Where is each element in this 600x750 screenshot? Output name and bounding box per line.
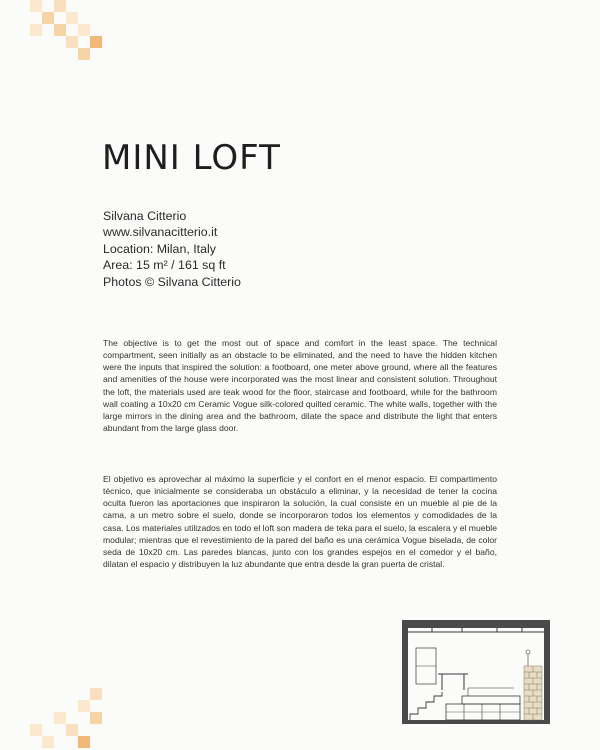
- architect-name: Silvana Citterio: [103, 209, 187, 223]
- page-title: MINI LOFT: [102, 138, 281, 178]
- deco-square: [54, 0, 66, 12]
- deco-square: [30, 24, 42, 36]
- deco-square: [78, 736, 90, 748]
- deco-square: [90, 712, 102, 724]
- deco-square: [78, 24, 90, 36]
- deco-square: [66, 12, 78, 24]
- decorative-pattern-top: [0, 0, 110, 60]
- floor-slab: [402, 720, 550, 724]
- deco-square: [30, 724, 42, 736]
- deco-square: [54, 712, 66, 724]
- left-wall: [402, 620, 408, 724]
- deco-square: [42, 736, 54, 748]
- staircase: [410, 692, 442, 720]
- deco-square: [54, 24, 66, 36]
- deco-square: [30, 0, 42, 12]
- deco-square: [90, 688, 102, 700]
- section-drawing: [402, 618, 554, 728]
- deco-square: [90, 36, 102, 48]
- tiled-wall: [524, 666, 542, 720]
- ceiling-slab: [402, 620, 550, 628]
- project-info: [103, 208, 241, 290]
- decorative-pattern-bottom: [0, 688, 110, 750]
- deco-square: [66, 724, 78, 736]
- deco-square: [42, 12, 54, 24]
- footboard-platform: [462, 696, 520, 704]
- architect-website: www.silvanacitterio.it: [103, 225, 218, 240]
- description-spanish: El objetivo es aprovechar al máximo la superficie y el confort en el menor espacio. El compartimento técnico, que inicialmente se consideraba un obstáculo a eliminar, y la necesidad de tener la cocina oculta fueron las aportaciones que inspiraron la solución, la cual consiste en un mueble al pie de la cama, a un metro sobre el suelo, donde se incorporaron todos los elementos y comodidades de la casa. Los materiales utilizados en todo el loft son madera de teka para el suelo, la escalera y el mueble modular; mientras que el revestimiento de la pared del baño es una cerámica Vogue biselada, de color seda de 10x20 cm. Las paredes blancas, junto con los grandes espejos en el comedor y el baño, dilatan el espacio y distribuyen la luz abundante que entra desde la gran puerta de cristal.: [103, 474, 497, 570]
- project-location: Location: Milan, Italy: [103, 241, 216, 256]
- right-wall: [544, 620, 550, 724]
- deco-square: [78, 48, 90, 60]
- description-english: The objective is to get the most out of space and comfort in the least space. The technical compartment, seen initially as an obstacle to be eliminated, and the need to have the hidden kitchen were the inputs that inspired the solution: a footboard, one meter above ground, where all the features and amenities of the house were incorporated was the most linear and consistent solution. Throughout the loft, the materials used are teak wood for the floor, staircase and footboard, while for the bathroom wall coating a 10x20 cm Ceramic Vogue silk-colored quilted ceramic. The white walls, together with the large mirrors in the dining area and the bathroom, dilate the space and distribute the light that enters abundant from the large glass door.: [103, 338, 497, 434]
- project-area: Area: 15 m² / 161 sq ft: [103, 258, 226, 273]
- deco-square: [66, 36, 78, 48]
- photo-credit: Photos © Silvana Citterio: [103, 274, 241, 289]
- deco-square: [78, 700, 90, 712]
